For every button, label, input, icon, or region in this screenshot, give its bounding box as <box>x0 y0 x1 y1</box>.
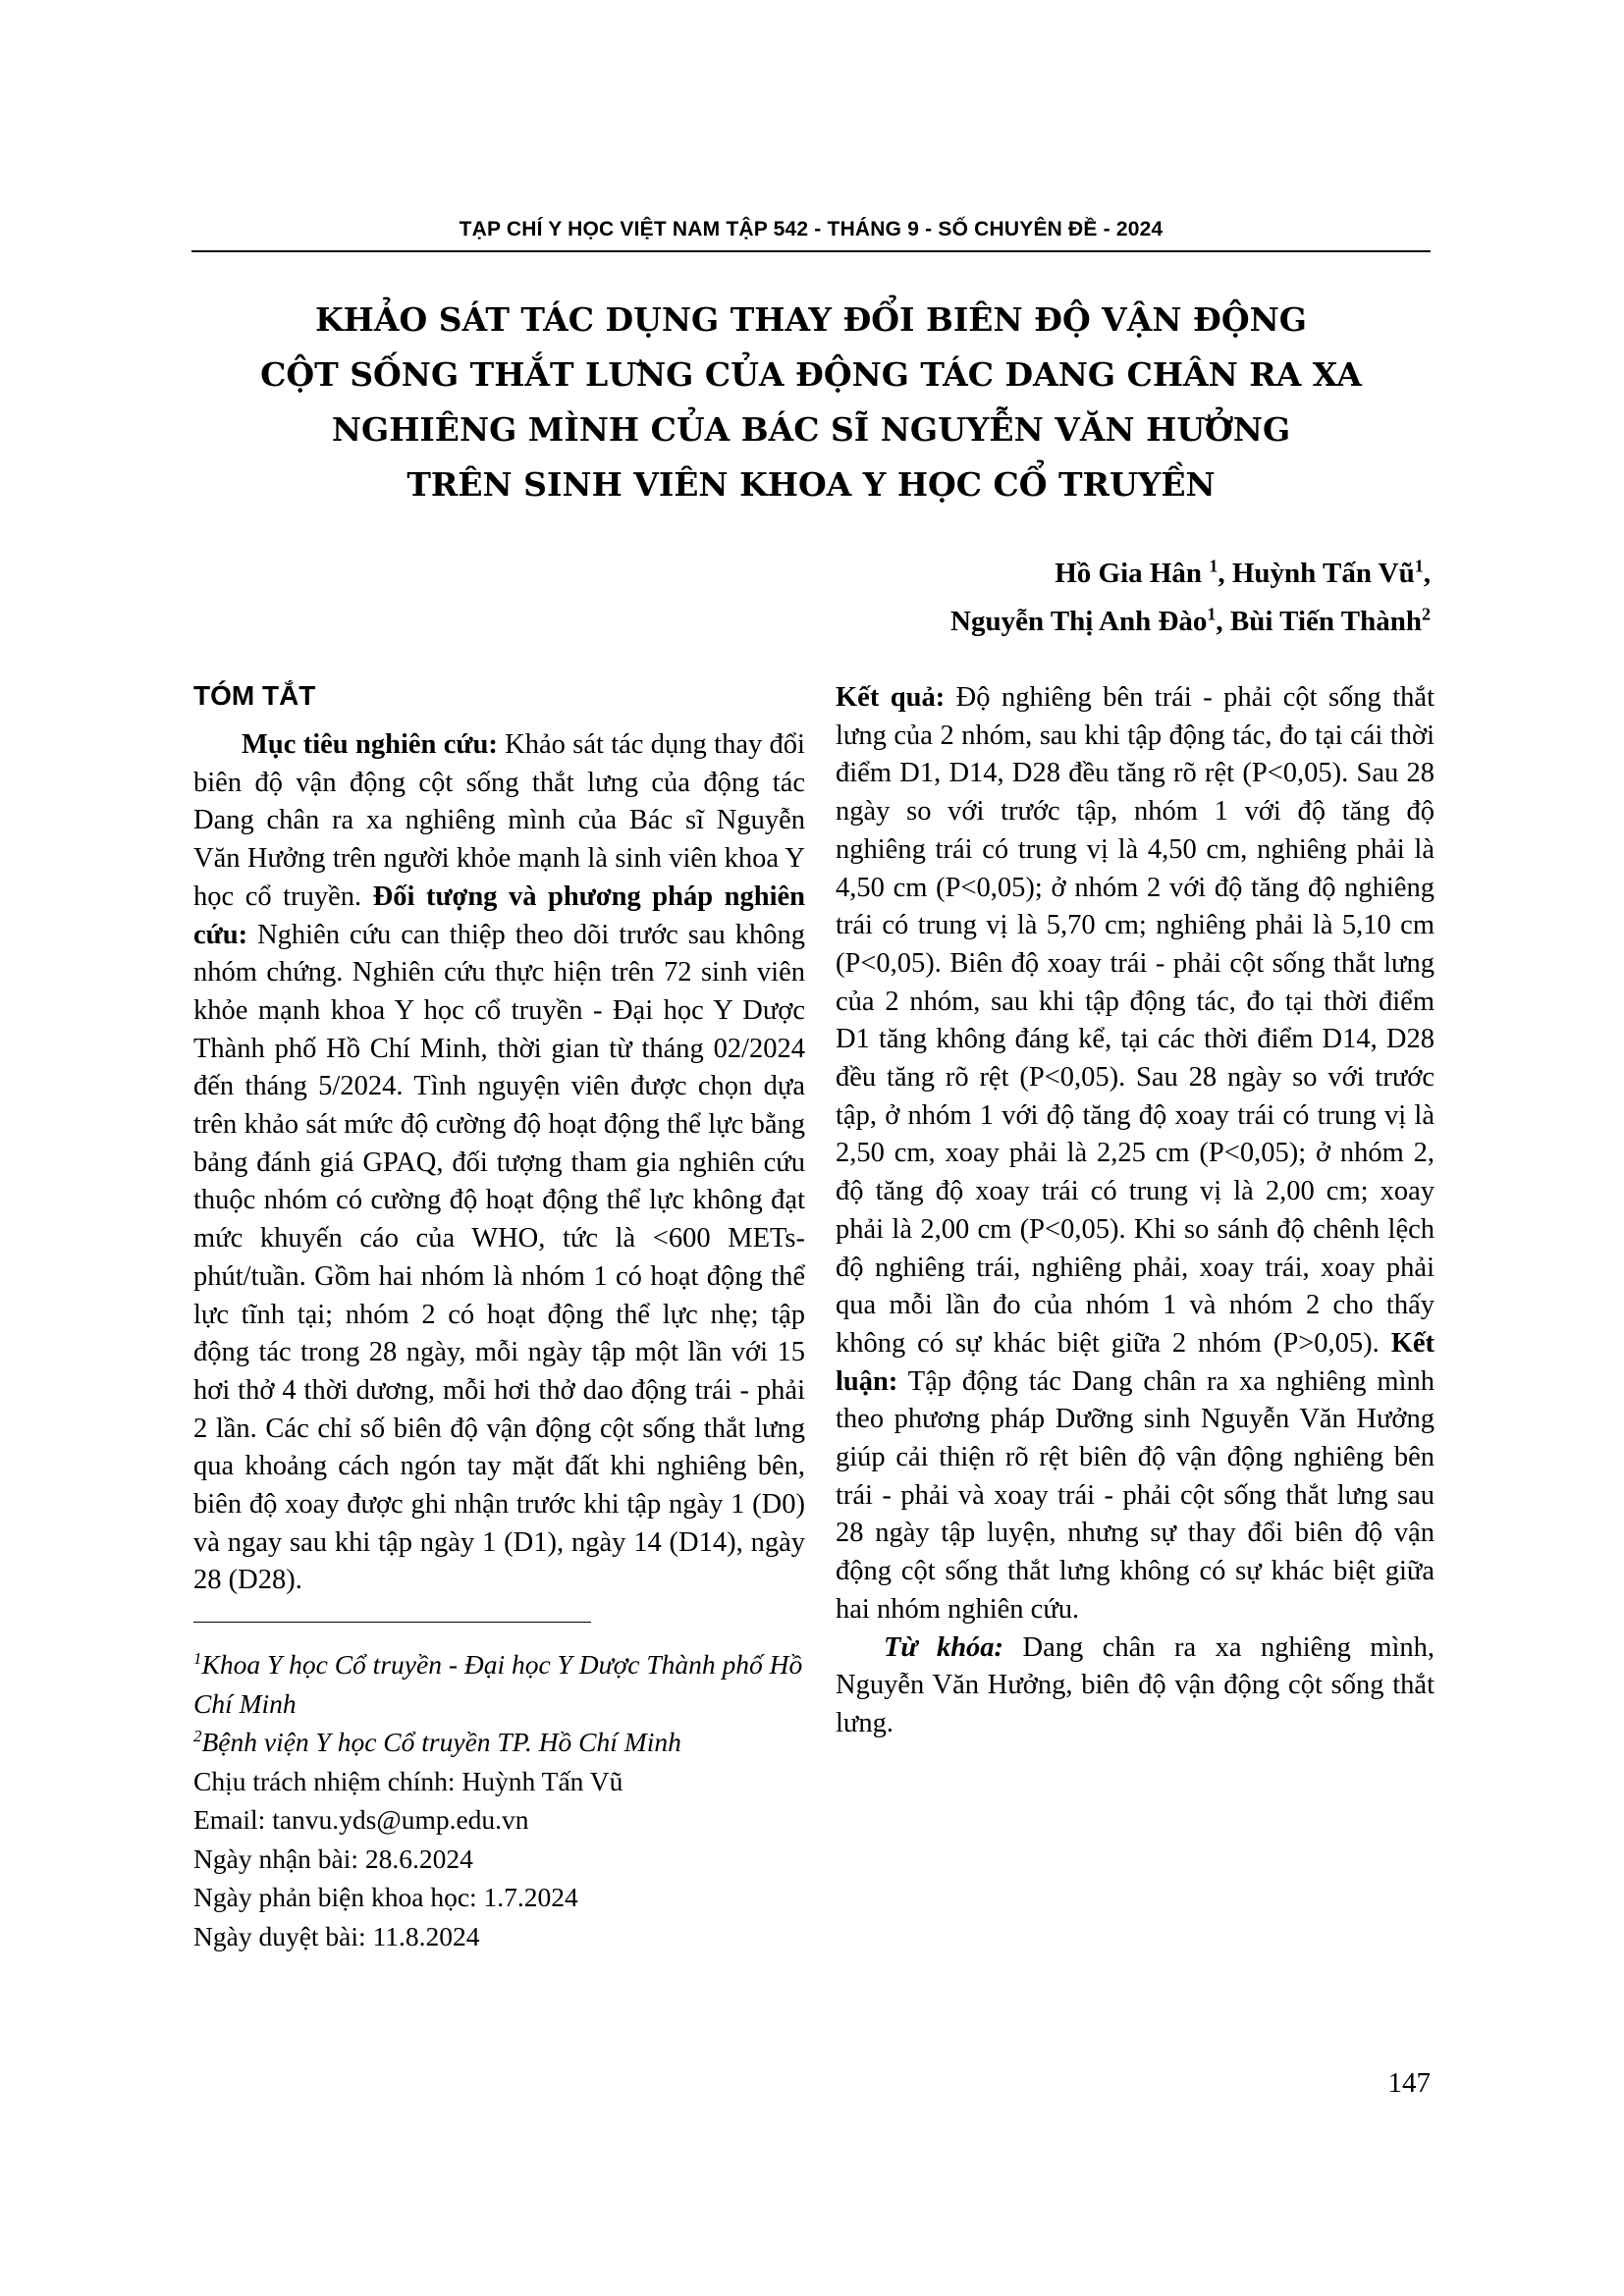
results-label: Kết quả: <box>836 682 946 713</box>
author-name: Huỳnh Tấn Vũ <box>1231 558 1415 589</box>
date-accepted: Ngày duyệt bài: 11.8.2024 <box>193 1920 480 1951</box>
affiliation-footnote-2: $^2$Bệnh viện Y học Cổ truyền TP. Hồ Chí Minh <box>193 1726 681 1757</box>
page-number: 147 <box>1387 2067 1431 2099</box>
title-line-4: TRÊN SINH VIÊN KHOA Y HỌC CỔ TRUYỀN <box>406 465 1216 504</box>
title-line-1: KHẢO SÁT TÁC DỤNG THAY ĐỔI BIÊN ĐỘ VẬN ĐỘNG <box>315 300 1307 339</box>
author-separator: , <box>1423 558 1431 589</box>
corresponding-author: Chịu trách nhiệm chính: Huỳnh Tấn Vũ <box>193 1765 623 1796</box>
date-reviewed: Ngày phản biện khoa học: 1.7.2024 <box>193 1882 578 1912</box>
article-title <box>191 293 1431 512</box>
author-name: Hồ Gia Hân <box>1055 558 1203 589</box>
author-list <box>950 550 1431 646</box>
author-affiliation-mark: 1 <box>1207 604 1217 624</box>
methods-text: Nghiên cứu can thiệp theo dõi trước sau không nhóm chứng. Nghiên cứu thực hiện trên 72 sinh viên khỏe mạnh khoa Y học cổ truyền - Đại học Y Dược Thành phố Hồ Chí Minh, thời gian từ tháng 02/2024 đến tháng 5/2024. Tình nguyện viên được chọn dựa trên khảo sát mức độ cường độ hoạt động thể lực bằng bảng đánh giá GPAQ, đối tượng tham gia nghiên cứu thuộc nhóm có cường độ hoạt động thể lực không đạt mức khuyến cáo của WHO, tức là <600 METs-phút/tuần. Gồm hai nhóm là nhóm 1 có hoạt động thể lực tĩnh tại; nhóm 2 có hoạt động thể lực nhẹ; tập động tác trong 28 ngày, mỗi ngày tập một lần với 15 hơi thở 4 thời dương, mỗi hơi thở dao động trái - phải 2 lần. Các chỉ số biên độ vận động cột sống thắt lưng qua khoảng cách ngón tay mặt đất khi nghiêng bên, biên độ xoay được ghi nhận trước khi tập ngày 1 (D0) và ngay sau khi tập ngày 1 (D1), ngày 14 (D14), ngày 28 (D28). <box>193 919 805 1596</box>
header-divider <box>191 250 1431 252</box>
corresponding-email: Email: tanvu.yds@ump.edu.vn <box>193 1804 529 1835</box>
author-affiliation-mark: 2 <box>1422 604 1431 624</box>
author-affiliation-mark: 1 <box>1414 556 1424 576</box>
author-line-1 <box>950 550 1431 598</box>
conclusion-text: Tập động tác Dang chân ra xa nghiêng mình theo phương pháp Dưỡng sinh Nguyễn Văn Hưởng giúp cải thiện rõ rệt biên độ vận động nghiêng bên trái - phải và xoay trái - phải cột sống thắt lưng sau 28 ngày tập luyện, nhưng sự thay đổi biên độ vận động cột sống thắt lưng không có sự khác biệt giữa hai nhóm nghiên cứu. <box>836 1365 1435 1625</box>
objective-text: Khảo sát tác dụng thay đổi biên độ vận động cột sống thắt lưng của động tác Dang chân ra xa nghiêng mình của Bác sĩ Nguyễn Văn Hưởng trên người khỏe mạnh là sinh viên khoa Y học cổ truyền. <box>193 729 805 912</box>
affiliation-footnote-1: $^1$Khoa Y học Cổ truyền - Đại học Y Dược Thành phố Hồ Chí Minh <box>193 1648 803 1719</box>
title-line-3: NGHIÊNG MÌNH CỦA BÁC SĨ NGUYỄN VĂN HƯỞNG <box>331 410 1291 449</box>
abstract-paragraph <box>193 726 805 1600</box>
footnote-mark: 2 <box>193 1726 202 1745</box>
author-name: Nguyễn Thị Anh Đào <box>950 606 1208 637</box>
abstract-heading: TÓM TẮT <box>193 680 316 711</box>
title-line-2: CỘT SỐNG THẮT LƯNG CỦA ĐỘNG TÁC DANG CHÂN RA XA <box>260 355 1362 394</box>
footnotes <box>193 1645 805 1955</box>
abstract-paragraph-continued <box>836 679 1435 1629</box>
journal-running-header: TẠP CHÍ Y HỌC VIỆT NAM TẬP 542 - THÁNG 9 - SỐ CHUYÊN ĐỀ - 2024 <box>459 218 1164 240</box>
conclusion-label: Kết luận: <box>836 1327 1435 1397</box>
objective-label: Mục tiêu nghiên cứu: <box>242 729 498 760</box>
author-line-2 <box>950 598 1431 646</box>
keywords-text: Dang chân ra xa nghiêng mình, Nguyễn Văn Hưởng, biên độ vận động cột sống thắt lưng. <box>836 1631 1435 1738</box>
author-separator: , <box>1216 606 1230 637</box>
results-text: Độ nghiêng bên trái - phải cột sống thắt lưng của 2 nhóm, sau khi tập động tác, đo tại cái thời điểm D1, D14, D28 đều tăng rõ rệt (P<0,05). Sau 28 ngày so với trước tập, nhóm 1 với độ tăng độ nghiêng trái có trung vị là 4,50 cm, nghiêng phải là 4,50 cm (P<0,05); ở nhóm 2 với độ tăng độ nghiêng trái có trung vị là 5,70 cm; nghiêng phải là 5,10 cm (P<0,05). Biên độ xoay trái - phải cột sống thắt lưng của 2 nhóm, sau khi tập động tác, đo tại thời điểm D1 tăng không đáng kể, tại các thời điểm D14, D28 đều tăng rõ rệt (P<0,05). Sau 28 ngày so với trước tập, ở nhóm 1 với độ tăng độ xoay trái có trung vị là 2,50 cm, xoay phải là 2,25 cm (P<0,05); ở nhóm 2, độ tăng độ xoay trái có trung vị là 2,00 cm; xoay phải là 2,00 cm (P<0,05). Khi so sánh độ chênh lệch độ nghiêng trái, nghiêng phải, xoay trái, xoay phải qua mỗi lần đo của nhóm 1 và nhóm 2 cho thấy không có sự khác biệt giữa 2 nhóm (P>0,05). <box>836 682 1435 1359</box>
author-affiliation-mark: 1 <box>1209 556 1218 576</box>
keywords-paragraph <box>836 1629 1435 1743</box>
keywords-label: Từ khóa: <box>884 1631 1004 1663</box>
author-name: Bùi Tiến Thành <box>1229 606 1422 637</box>
abstract-column-right <box>836 679 1435 1743</box>
date-received: Ngày nhận bài: 28.6.2024 <box>193 1842 473 1874</box>
abstract-column-left <box>193 677 805 1600</box>
footnote-mark: 1 <box>193 1648 202 1668</box>
author-separator: , <box>1218 558 1232 589</box>
footnote-divider <box>193 1622 591 1623</box>
methods-label: Đối tượng và phương pháp nghiên cứu: <box>193 881 805 950</box>
